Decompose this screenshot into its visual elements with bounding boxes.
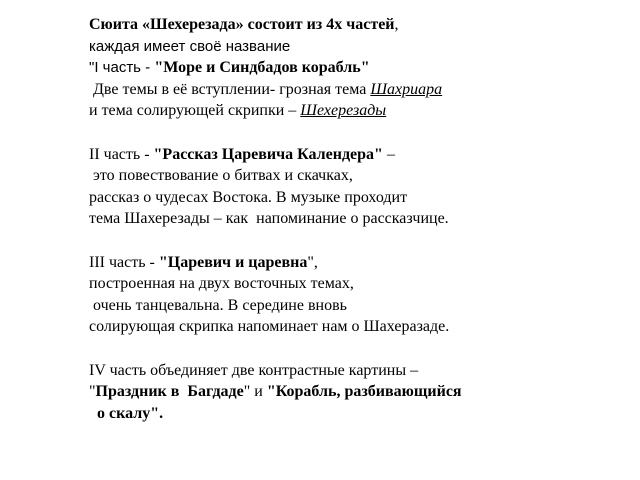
part4-line-3 [89, 403, 609, 425]
intro-line-2: каждая имеет своё название [89, 37, 291, 55]
part4-title-1: Праздник в Багдаде [95, 383, 244, 401]
part1-text: Две темы в её вступлении- грозная тема [89, 80, 371, 98]
part3-suffix: ", [307, 253, 318, 271]
part3-heading [89, 252, 609, 274]
part3-title: "Царевич и царевна [158, 253, 308, 271]
part3-line-2: построенная на двух восточных темах, [89, 275, 354, 293]
spacer [89, 338, 609, 360]
part2-line-4: тема Шахерезады – как напоминание о рассказчице. [89, 210, 449, 228]
intro-line-1 [89, 14, 609, 36]
part2-line-2: это повествование о битвах и скачках, [89, 167, 353, 185]
part2-line-3: рассказ о чудесах Востока. В музыке проходит [89, 188, 408, 206]
part1-heading [89, 57, 609, 79]
part4-line-2 [89, 381, 609, 403]
quote-mark: " [89, 383, 96, 401]
part1-text-2: и тема солирующей скрипки – [89, 102, 301, 120]
part3-line-4: солирующая скрипка напоминает нам о Шахеразаде. [89, 318, 450, 336]
part1-line-3 [89, 100, 609, 122]
part1-line-2 [89, 79, 609, 101]
intro-comma: , [394, 16, 399, 33]
part4-conjunction: " и [243, 383, 267, 401]
part2-suffix: – [382, 145, 395, 163]
part1-prefix: "I часть - [89, 59, 155, 77]
part2-title: "Рассказ Царевича Календера" [153, 145, 383, 163]
part4-title-2: "Корабль, разбивающийся [266, 383, 462, 401]
scheherazade-link[interactable]: Шехерезады [300, 102, 387, 120]
slide-text-body [89, 14, 609, 424]
part2-prefix: II часть - [89, 145, 154, 163]
spacer [89, 122, 609, 144]
part1-title: "Море и Синдбадов корабль" [154, 59, 370, 77]
spacer [89, 230, 609, 252]
shahriar-link[interactable]: Шахриара [370, 80, 443, 98]
part2-heading [89, 144, 609, 166]
part3-line-3: очень танцевальна. В середине вновь [89, 296, 347, 314]
suite-heading: Сюита «Шехерезада» состоит из 4х частей [89, 16, 395, 33]
part4-title-2-end: о скалу". [89, 404, 164, 422]
part4-line-1: IV часть объединяет две контрастные картины – [89, 361, 419, 379]
part3-prefix: III часть - [89, 253, 159, 271]
